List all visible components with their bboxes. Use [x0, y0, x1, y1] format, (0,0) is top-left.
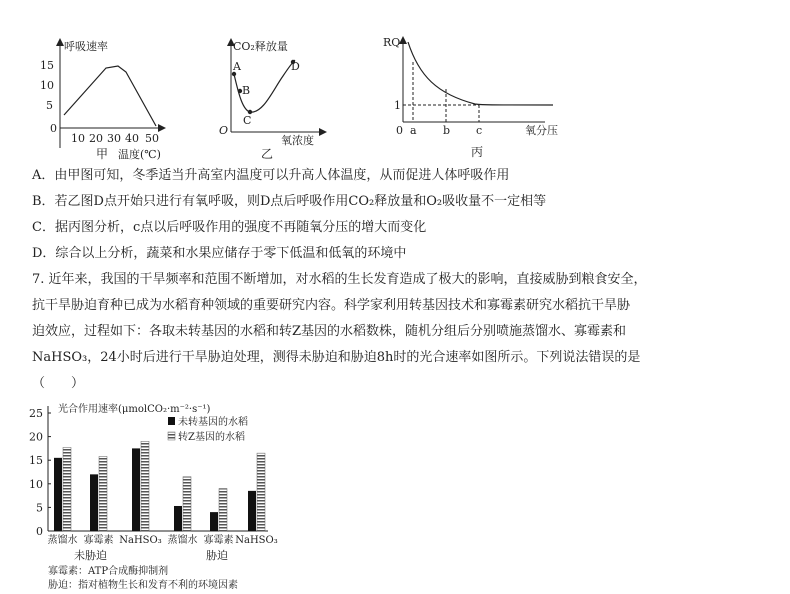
- chart-bing: [375, 34, 575, 160]
- chart-jia: [20, 38, 180, 160]
- jia-ytick: 5: [46, 99, 53, 112]
- option-d: D．综合以上分析，蔬菜和水果应储存于零下低温和低氧的环境中: [32, 246, 407, 261]
- jia-ytick: 10: [40, 79, 54, 92]
- yi-x-arrow: [319, 128, 327, 136]
- x-category-label: 蒸馏水: [167, 535, 198, 546]
- option-c: C．据丙图分析，c点以后呼吸作用的强度不再随氧分压的增大而变化: [32, 220, 427, 235]
- bing-xlabel: 氧分压: [525, 124, 558, 137]
- jia-xtick: 10: [71, 132, 85, 145]
- jia-xtick: 50: [145, 132, 159, 145]
- bar-untransformed: [248, 491, 256, 531]
- bar-transgenic: [183, 477, 191, 531]
- jia-x-arrow: [158, 124, 166, 132]
- y-tick-label: 10: [29, 477, 43, 491]
- photosynthesis-bar-chart: [28, 398, 288, 592]
- y-tick-label: 20: [29, 430, 43, 444]
- y-tick-label: 5: [36, 501, 43, 515]
- legend-label-untransformed: 未转基因的水稻: [178, 417, 248, 428]
- bar-transgenic: [99, 456, 107, 531]
- jia-curve: [64, 66, 156, 126]
- bing-ytick: 1: [394, 99, 401, 112]
- jia-xtick: 20: [89, 132, 103, 145]
- bar-legend: [168, 415, 248, 443]
- jia-ytick: 15: [40, 59, 54, 72]
- bar-untransformed: [132, 448, 140, 531]
- y-tick-label: 15: [29, 454, 43, 468]
- jia-ylabel: 呼吸速率: [64, 40, 108, 53]
- q7-line-2: 抗干旱胁迫育种已成为水稻育种领域的重要研究内容。科学家利用转基因技术和寡霉素研究水稻抗干旱胁: [32, 298, 631, 313]
- bar-transgenic: [257, 453, 265, 531]
- yi-ylabel: CO₂释放量: [233, 40, 288, 53]
- bing-caption: 丙: [471, 145, 484, 159]
- x-category-label: NaHSO₃: [235, 535, 278, 546]
- bing-xtick: c: [476, 124, 483, 137]
- q7-line-3: 迫效应，过程如下：各取未转基因的水稻和转Z基因的水稻数株，随机分组后分别喷施蒸馏水、寡霉素和: [32, 324, 627, 339]
- legend-swatch-untransformed: [168, 417, 175, 425]
- x-category-label: NaHSO₃: [119, 535, 162, 546]
- y-tick-label: 0: [36, 525, 43, 538]
- bar-transgenic: [141, 441, 149, 531]
- yi-label-a: A: [233, 60, 241, 73]
- bar-untransformed: [210, 512, 218, 531]
- yi-label-d: D: [291, 60, 300, 73]
- jia-y-arrow: [56, 38, 64, 46]
- group-label-unstressed: 未胁迫: [74, 549, 107, 562]
- legend-swatch-transgenic: [168, 432, 175, 440]
- bing-ylabel: RQ: [383, 36, 401, 49]
- x-category-label: 寡霉素: [83, 535, 114, 546]
- yi-xlabel: 氧浓度: [281, 134, 314, 147]
- bing-xtick: b: [443, 124, 451, 137]
- y-tick-label: 25: [29, 407, 43, 420]
- bar-untransformed: [54, 458, 62, 531]
- option-b: B．若乙图D点开始只进行有氧呼吸，则D点后呼吸作用CO₂释放量和O₂吸收量不一定相等: [32, 194, 547, 209]
- jia-xlabel: 温度(℃): [118, 148, 161, 160]
- yi-caption: 乙: [261, 147, 274, 160]
- option-a: A．由甲图可知，冬季适当升高室内温度可以升高人体温度，从而促进人体呼吸作用: [32, 168, 510, 183]
- x-category-label: 蒸馏水: [47, 535, 78, 546]
- q7-line-4: NaHSO₃，24小时后进行干旱胁迫处理，测得未胁迫和胁迫8h时的光合速率如图所示。下列说法错误的是: [32, 350, 641, 365]
- bing-origin: 0: [396, 124, 403, 137]
- chart-yi: [215, 38, 335, 160]
- yi-origin: O: [219, 124, 229, 137]
- bing-xtick: a: [410, 124, 417, 137]
- yi-label-b: B: [242, 84, 251, 97]
- bing-curve: [408, 42, 553, 105]
- bar-transgenic: [219, 489, 227, 531]
- bar-transgenic: [63, 447, 71, 531]
- jia-caption: 甲: [96, 147, 109, 160]
- jia-xtick: 30: [107, 132, 121, 145]
- jia-ytick: 0: [50, 122, 57, 135]
- group-label-stressed: 胁迫: [206, 549, 228, 562]
- bar-untransformed: [174, 506, 182, 531]
- bar-untransformed: [90, 474, 98, 531]
- note-oligomycin: 寡霉素：ATP合成酶抑制剂: [48, 566, 169, 577]
- q7-line-5: （ ）: [32, 376, 85, 391]
- yi-label-c: C: [243, 114, 252, 127]
- x-category-label: 寡霉素: [203, 535, 234, 546]
- note-stress: 胁迫：指对植物生长和发育不利的环境因素: [48, 580, 238, 591]
- bar-title: 光合作用速率(μmolCO₂·m⁻²·s⁻¹): [58, 404, 211, 415]
- jia-xtick: 40: [125, 132, 139, 145]
- legend-label-transgenic: 转Z基因的水稻: [178, 432, 245, 443]
- q7-line-1: 7. 近年来，我国的干旱频率和范围不断增加，对水稻的生长发育造成了极大的影响，直接威胁到粮食安全，: [32, 272, 647, 287]
